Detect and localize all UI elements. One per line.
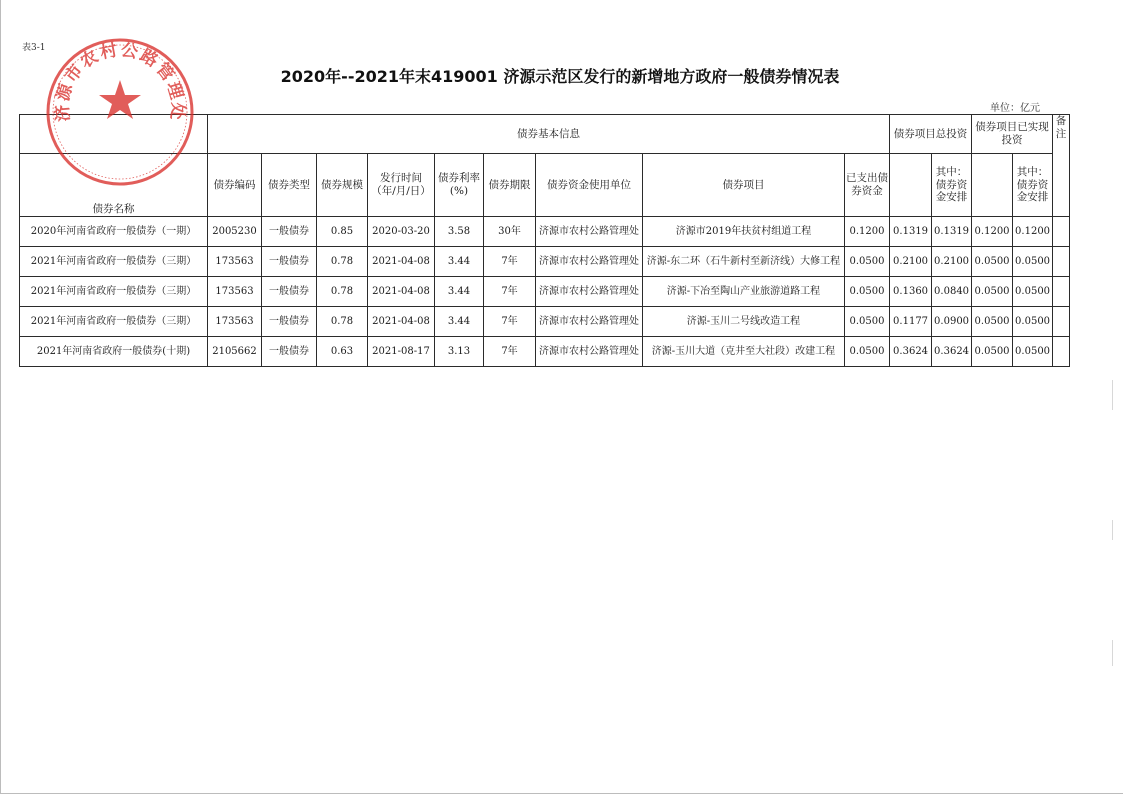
cell-remark <box>1053 337 1070 367</box>
seal-text: 济源市农村公路管理处 <box>52 40 188 123</box>
cell-term: 7年 <box>484 277 536 307</box>
cell-realized-investment: 0.0500 <box>972 277 1013 307</box>
scan-edge-mark <box>1112 380 1113 410</box>
cell-bond-name: 2021年河南省政府一般债券（三期） <box>20 247 208 277</box>
scan-edge-mark <box>1112 640 1113 666</box>
cell-term: 7年 <box>484 337 536 367</box>
cell-spent: 0.0500 <box>845 277 890 307</box>
unit-label: 单位：亿元 <box>990 103 1040 114</box>
cell-total-investment: 0.1360 <box>890 277 932 307</box>
header-project: 债券项目 <box>643 154 845 217</box>
cell-using-unit: 济源市农村公路管理处 <box>536 337 643 367</box>
cell-bond-type: 一般债券 <box>262 217 317 247</box>
header-blank <box>20 115 208 154</box>
table-row <box>20 247 1070 277</box>
header-bond-type: 债券类型 <box>262 154 317 217</box>
bond-table <box>19 114 1070 367</box>
cell-bond-type: 一般债券 <box>262 247 317 277</box>
cell-spent: 0.0500 <box>845 247 890 277</box>
cell-issue-date: 2021-04-08 <box>368 247 435 277</box>
header-total-value <box>890 154 932 217</box>
cell-project: 济源市2019年扶贫村组道工程 <box>643 217 845 247</box>
table-row <box>20 277 1070 307</box>
cell-bond-code: 2105662 <box>208 337 262 367</box>
header-term: 债券期限 <box>484 154 536 217</box>
cell-bond-code: 2005230 <box>208 217 262 247</box>
cell-rate: 3.44 <box>435 307 484 337</box>
cell-realized-debt: 0.1200 <box>1013 217 1053 247</box>
cell-rate: 3.44 <box>435 277 484 307</box>
cell-spent: 0.0500 <box>845 307 890 337</box>
cell-project: 济源-玉川二号线改造工程 <box>643 307 845 337</box>
cell-bond-name: 2021年河南省政府一般债券（三期） <box>20 277 208 307</box>
cell-bond-scale: 0.78 <box>317 277 368 307</box>
cell-bond-name: 2020年河南省政府一般债券（一期） <box>20 217 208 247</box>
cell-spent: 0.0500 <box>845 337 890 367</box>
cell-realized-debt: 0.0500 <box>1013 247 1053 277</box>
cell-realized-investment: 0.0500 <box>972 337 1013 367</box>
cell-bond-scale: 0.85 <box>317 217 368 247</box>
cell-issue-date: 2021-04-08 <box>368 307 435 337</box>
cell-bond-code: 173563 <box>208 277 262 307</box>
cell-issue-date: 2020-03-20 <box>368 217 435 247</box>
cell-spent: 0.1200 <box>845 217 890 247</box>
header-issue-date: 发行时间（年/月/日） <box>368 154 435 217</box>
header-bond-scale: 债券规模 <box>317 154 368 217</box>
cell-remark <box>1053 247 1070 277</box>
header-row-columns <box>20 154 1070 217</box>
cell-project: 济源-东二环（石牛新村至新济线）大修工程 <box>643 247 845 277</box>
cell-project: 济源-下冶至陶山产业旅游道路工程 <box>643 277 845 307</box>
cell-issue-date: 2021-04-08 <box>368 277 435 307</box>
cell-total-investment: 0.1177 <box>890 307 932 337</box>
cell-bond-name: 2021年河南省政府一般债券(十期) <box>20 337 208 367</box>
header-total-investment: 债券项目总投资 <box>890 115 972 154</box>
header-total-of-which: 其中：债券资金安排 <box>932 154 972 217</box>
cell-realized-investment: 0.0500 <box>972 307 1013 337</box>
cell-realized-debt: 0.0500 <box>1013 337 1053 367</box>
cell-remark <box>1053 277 1070 307</box>
cell-total-debt: 0.2100 <box>932 247 972 277</box>
cell-issue-date: 2021-08-17 <box>368 337 435 367</box>
cell-total-debt: 0.0900 <box>932 307 972 337</box>
cell-using-unit: 济源市农村公路管理处 <box>536 277 643 307</box>
header-realized-investment: 债券项目已实现投资 <box>972 115 1053 154</box>
cell-using-unit: 济源市农村公路管理处 <box>536 247 643 277</box>
page-title: 2020年--2021年末419001 济源示范区发行的新增地方政府一般债券情况表 <box>280 67 840 86</box>
header-rate: 债券利率(%) <box>435 154 484 217</box>
cell-using-unit: 济源市农村公路管理处 <box>536 307 643 337</box>
header-bond-name: 债券名称 <box>20 154 208 217</box>
cell-remark <box>1053 217 1070 247</box>
header-row-groups <box>20 115 1070 154</box>
cell-realized-investment: 0.1200 <box>972 217 1013 247</box>
header-using-unit: 债券资金使用单位 <box>536 154 643 217</box>
cell-bond-type: 一般债券 <box>262 307 317 337</box>
header-spent: 已支出债券资金 <box>845 154 890 217</box>
header-realized-value <box>972 154 1013 217</box>
cell-bond-scale: 0.78 <box>317 247 368 277</box>
cell-term: 30年 <box>484 217 536 247</box>
cell-bond-scale: 0.78 <box>317 307 368 337</box>
cell-total-debt: 0.1319 <box>932 217 972 247</box>
cell-bond-scale: 0.63 <box>317 337 368 367</box>
cell-total-debt: 0.3624 <box>932 337 972 367</box>
cell-realized-debt: 0.0500 <box>1013 277 1053 307</box>
table-row <box>20 217 1070 247</box>
cell-term: 7年 <box>484 247 536 277</box>
cell-term: 7年 <box>484 307 536 337</box>
cell-total-investment: 0.2100 <box>890 247 932 277</box>
cell-realized-debt: 0.0500 <box>1013 307 1053 337</box>
cell-rate: 3.44 <box>435 247 484 277</box>
cell-bond-type: 一般债券 <box>262 337 317 367</box>
cell-rate: 3.58 <box>435 217 484 247</box>
cell-bond-type: 一般债券 <box>262 277 317 307</box>
cell-project: 济源-玉川大道（克井至大社段）改建工程 <box>643 337 845 367</box>
cell-total-investment: 0.1319 <box>890 217 932 247</box>
scan-edge-mark <box>1112 520 1113 540</box>
cell-total-investment: 0.3624 <box>890 337 932 367</box>
header-remarks: 备注 <box>1053 115 1070 217</box>
cell-bond-code: 173563 <box>208 307 262 337</box>
cell-realized-investment: 0.0500 <box>972 247 1013 277</box>
cell-bond-code: 173563 <box>208 247 262 277</box>
form-code: 表3-1 <box>22 43 46 53</box>
header-bond-code: 债券编码 <box>208 154 262 217</box>
table-row <box>20 337 1070 367</box>
header-realized-of-which: 其中：债券资金安排 <box>1013 154 1053 217</box>
cell-using-unit: 济源市农村公路管理处 <box>536 217 643 247</box>
header-basic-info: 债券基本信息 <box>208 115 890 154</box>
cell-bond-name: 2021年河南省政府一般债券（三期） <box>20 307 208 337</box>
table-row <box>20 307 1070 337</box>
cell-remark <box>1053 307 1070 337</box>
cell-total-debt: 0.0840 <box>932 277 972 307</box>
cell-rate: 3.13 <box>435 337 484 367</box>
